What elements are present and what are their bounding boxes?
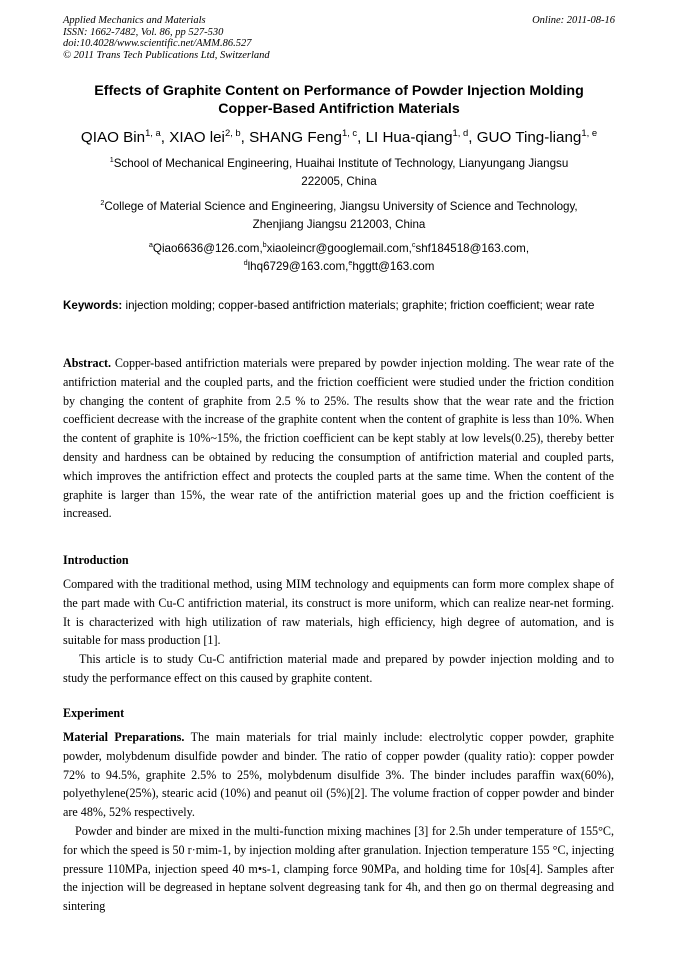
author-separator: , <box>468 129 477 146</box>
keywords-section <box>63 297 614 315</box>
introduction-section <box>63 575 614 688</box>
keywords-label: Keywords: <box>63 299 123 312</box>
affiliation-2 <box>60 198 618 234</box>
issn-line: ISSN: 1662-7482, Vol. 86, pp 527-530 <box>63 26 224 38</box>
affiliation-text: Zhenjiang Jiangsu 212003, China <box>252 218 426 231</box>
affiliation-number: 1 <box>109 155 114 165</box>
affiliation-1 <box>60 155 618 191</box>
affiliation-text: 222005, China <box>301 175 377 188</box>
section-heading-experiment: Experiment <box>63 706 125 720</box>
email-address: Qiao6636@126.com, <box>152 242 263 255</box>
author-name: GUO Ting-liang <box>476 129 582 146</box>
author-separator: , <box>160 129 170 146</box>
author-separator: , <box>357 129 366 146</box>
online-date: Online: 2011-08-16 <box>532 15 615 26</box>
keywords-text: injection molding; copper-based antifriction materials; graphite; friction coefficient; wear rate <box>122 299 595 312</box>
email-mark: c <box>411 240 416 250</box>
abstract-section <box>63 354 614 523</box>
email-mark: b <box>262 240 267 250</box>
author-separator: , <box>240 129 250 146</box>
abstract-text: Copper-based antifriction materials were prepared by powder injection molding. The wear rate of the antifriction material and the coupled parts, and the friction coefficient were studied under the friction condition by changing the content of graphite from 2.5 % to 25%. The results show that the wear rate and the friction coefficient decrease with the increase of the graphite content when the content of graphite is less than 10%. When the content of graphite is 10%~15%, the friction coefficient can be kept stably at low levels(0.25), thereby better density and hardness can be obtained by reducing the consumption of antifriction material and coupled parts, which improves the antifriction effect and protects the coupled parts at the same time. When the content of the graphite is larger than 15%, the wear rate of the antifriction material goes up and the friction coefficient is increased. <box>63 356 614 521</box>
paragraph: The main materials for trial mainly include: electrolytic copper powder, graphite powder, molybdenum disulfide powder and binder. The ratio of copper powder (quality ratio): copper powder 72% to 94.5%, graphite 2.5% to 25%, molybdenum disulfide 3%. The binder includes paraffin wax(60%), polyethylene(25%), stearic acid (10%) and peanut oil (5%)[2]. The volume fraction of copper powder and binder are 48%, 52% respectively. <box>63 730 614 820</box>
author-emails <box>60 240 618 276</box>
copyright-line: © 2011 Trans Tech Publications Ltd, Switzerland <box>63 49 270 61</box>
paper-title <box>40 82 638 118</box>
author-name: XIAO lei <box>169 129 225 146</box>
subsection-label: Material Preparations. <box>63 730 185 744</box>
journal-header <box>63 15 270 61</box>
paragraph: Compared with the traditional method, using MIM technology and equipments can form more complex shape of the part made with Cu-C antifriction material, its construct is more uniform, which can realize near-net forming. It is characterized with high utilization of raw materials, high efficiency, high degree of automation, and is suitable for mass production [1]. <box>63 577 614 648</box>
doi-line: doi:10.4028/www.scientific.net/AMM.86.527 <box>63 38 252 49</box>
author-list <box>30 128 648 148</box>
author-name: LI Hua-qiang <box>365 129 453 146</box>
email-address: shf184518@163.com, <box>415 242 530 255</box>
paragraph: Powder and binder are mixed in the multi-function mixing machines [3] for 2.5h under temperature of 155°C, for which the speed is 50 r·mim-1, by injection molding after granulation. Injection temperature 155 °C, injecting pressure 110MPa, injection speed 40 m•s-1, clamping force 90MPa, and holding time for 10s[4]. Samples after the injection will be degreased in heptane solvent degreasing tank for 4h, and then go on thermal degreasing and sintering <box>63 823 614 914</box>
author-affiliation-mark: 1, d <box>452 126 469 138</box>
abstract-label: Abstract. <box>63 356 112 370</box>
email-address: hggtt@163.com <box>352 260 435 273</box>
title-line-1: Effects of Graphite Content on Performance of Powder Injection Molding <box>94 83 584 99</box>
author-affiliation-mark: 2, b <box>224 126 241 138</box>
email-address: lhq6729@163.com, <box>247 260 349 273</box>
author-affiliation-mark: 1, e <box>581 126 598 138</box>
affiliation-text: College of Material Science and Engineering, Jiangsu University of Science and Technology, <box>104 200 578 213</box>
author-name: QIAO Bin <box>80 129 146 146</box>
section-heading-introduction: Introduction <box>63 553 129 567</box>
paragraph: This article is to study Cu-C antifriction material made and prepared by powder injection molding and to study the performance effect on this caused by graphite content. <box>63 652 614 685</box>
email-mark: d <box>243 258 248 268</box>
email-address: xiaoleincr@googlemail.com, <box>266 242 412 255</box>
journal-name: Applied Mechanics and Materials <box>63 15 206 26</box>
author-affiliation-mark: 1, c <box>341 126 358 138</box>
experiment-section <box>63 728 614 916</box>
affiliation-text: School of Mechanical Engineering, Huaihai Institute of Technology, Lianyungang Jiangsu <box>113 157 569 170</box>
email-mark: e <box>348 258 353 268</box>
author-name: SHANG Feng <box>249 129 342 146</box>
email-mark: a <box>148 240 153 250</box>
title-line-2: Copper-Based Antifriction Materials <box>218 101 460 117</box>
author-affiliation-mark: 1, a <box>145 126 161 138</box>
affiliation-number: 2 <box>100 198 105 208</box>
